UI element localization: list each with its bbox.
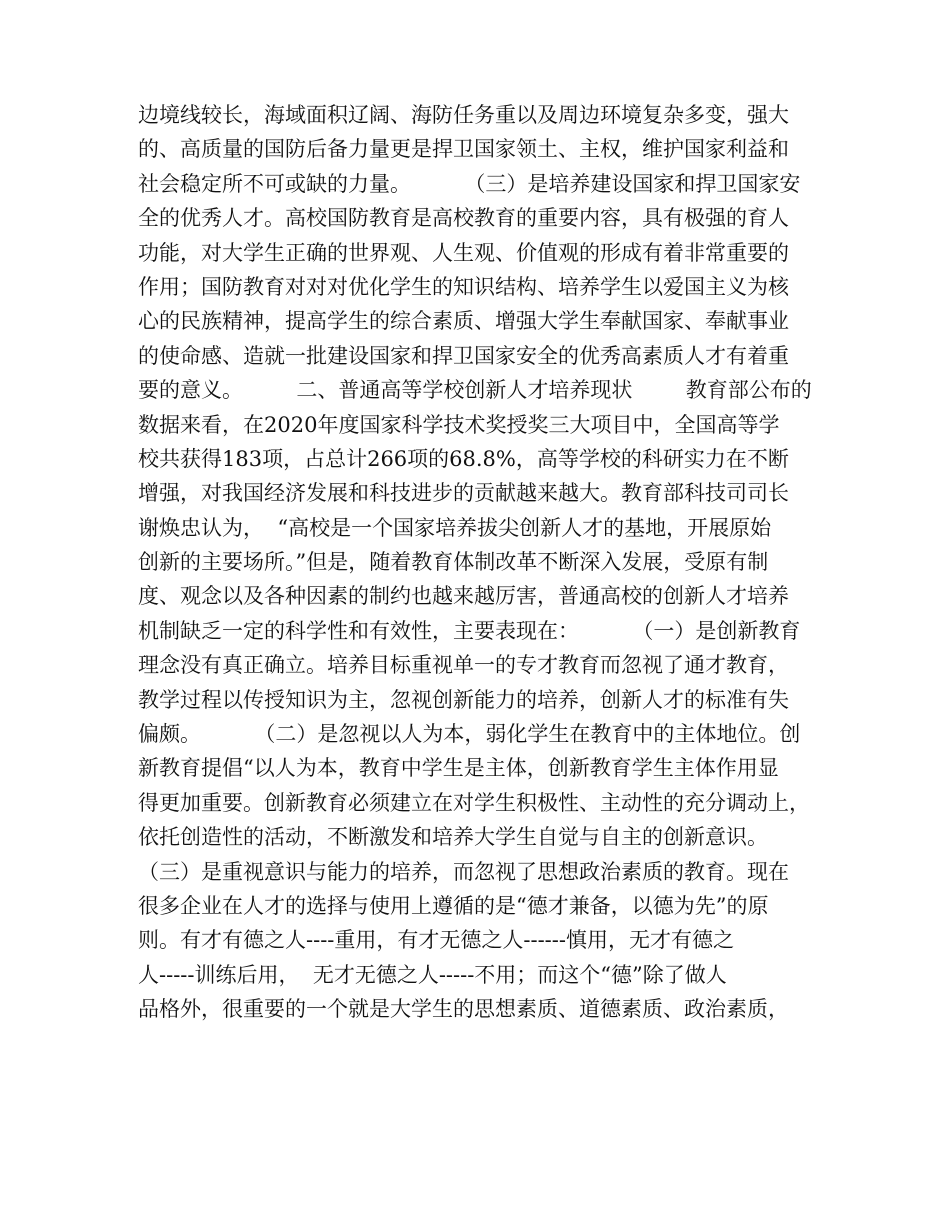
text-line: 边境线较长，海域面积辽阔、海防任务重以及周边环境复杂多变，强大 bbox=[138, 103, 789, 127]
text-line: 依托创造性的活动，不断激发和培养大学生自觉与自主的创新意识。 bbox=[138, 825, 768, 850]
text-line: 教学过程以传授知识为主，忽视创新能力的培养，创新人才的标准有失 bbox=[138, 687, 789, 712]
text-line: 功能，对大学生正确的世界观、人生观、价值观的形成有着非常重要的 bbox=[138, 240, 789, 265]
text-line: 人-----训练后用， 无才无德之人-----不用；而这个“德”除了做人 bbox=[138, 962, 727, 987]
text-line: 则。有才有德之人----重用，有才无德之人------慎用，无才有德之 bbox=[138, 928, 734, 953]
text-line: 得更加重要。创新教育必须建立在对学生积极性、主动性的充分调动上， bbox=[138, 790, 810, 815]
text-line: 作用；国防教育对对对优化学生的知识结构、培养学生以爱国主义为核 bbox=[138, 274, 789, 299]
text-line: 谢焕忠认为， “高校是一个国家培养拔尖创新人才的基地，开展原始 bbox=[138, 515, 772, 540]
text-line: 增强，对我国经济发展和科技进步的贡献越来越大。教育部科技司司长 bbox=[138, 481, 789, 506]
text-line: 创新的主要场所。”但是，随着教育体制改革不断深入发展，受原有制 bbox=[138, 550, 769, 575]
text-line: 机制缺乏一定的科学性和有效性，主要表现在： （一）是创新教育 bbox=[138, 618, 801, 643]
text-line: （三）是重视意识与能力的培养，而忽视了思想政治素质的教育。现在 bbox=[138, 859, 789, 884]
text-line: 社会稳定所不可或缺的力量。 （三）是培养建设国家和捍卫国家安 bbox=[138, 171, 801, 196]
text-line: 心的民族精神，提高学生的综合素质、增强大学生奉献国家、奉献事业 bbox=[138, 309, 789, 334]
text-line: 偏颇。 （二）是忽视以人为本，弱化学生在教育中的主体地位。创 bbox=[138, 722, 801, 747]
text-line: 品格外，很重要的一个就是大学生的思想素质、道德素质、政治素质， bbox=[138, 997, 789, 1022]
text-line: 的、高质量的国防后备力量更是捍卫国家领土、主权，维护国家利益和 bbox=[138, 137, 789, 162]
text-line: 数据来看，在2020年度国家科学技术奖授奖三大项目中，全国高等学 bbox=[138, 412, 780, 437]
text-line: 新教育提倡“以人为本，教育中学生是主体，创新教育学生主体作用显 bbox=[138, 756, 779, 781]
text-line: 的使命感、造就一批建设国家和捍卫国家安全的优秀高素质人才有着重 bbox=[138, 343, 789, 368]
text-line: 理念没有真正确立。培养目标重视单一的专才教育而忽视了通才教育， bbox=[138, 653, 789, 678]
body-text bbox=[138, 98, 818, 1027]
text-line: 度、观念以及各种因素的制约也越来越厉害，普通高校的创新人才培养 bbox=[138, 584, 789, 609]
text-line: 全的优秀人才。高校国防教育是高校教育的重要内容，具有极强的育人 bbox=[138, 206, 789, 231]
text-line: 要的意义。 二、普通高等学校创新人才培养现状 教育部公布的 bbox=[138, 378, 812, 403]
text-line: 很多企业在人才的选择与使用上遵循的是“德才兼备，以德为先”的原 bbox=[138, 893, 769, 918]
text-line: 校共获得183项，占总计266项的68.8%，高等学校的科研实力在不断 bbox=[138, 446, 789, 471]
